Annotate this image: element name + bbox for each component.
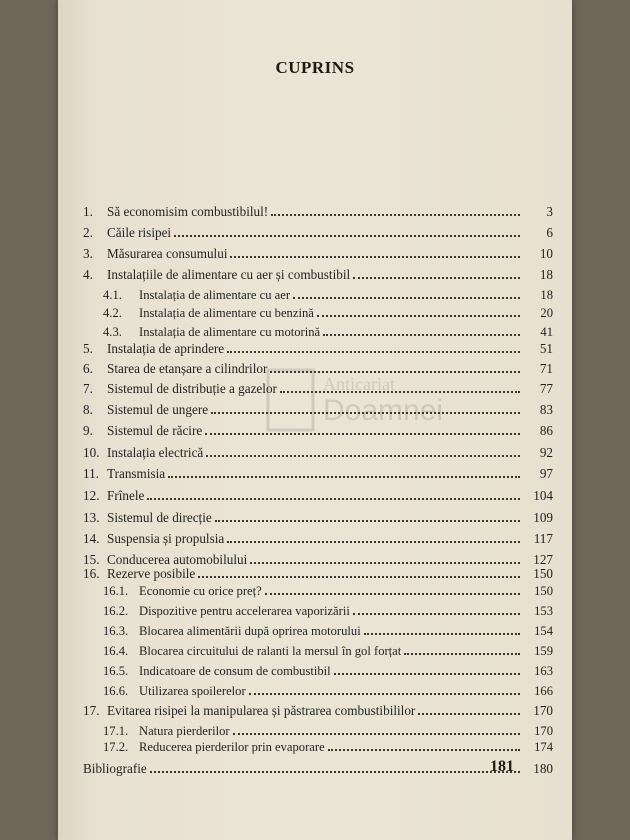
dot-leader xyxy=(168,475,520,478)
toc-entry-page: 153 xyxy=(534,604,553,618)
toc-entry-page: 20 xyxy=(540,306,553,320)
toc-entry-page: 159 xyxy=(534,644,553,658)
toc-entry xyxy=(83,283,553,303)
toc-entry-title: Economie cu orice preț? xyxy=(139,584,262,598)
toc-entry-number: 5. xyxy=(83,341,93,356)
toc-entry-title: Sistemul de distribuție a gazelor xyxy=(107,381,277,396)
toc-entry xyxy=(83,527,553,547)
dot-leader xyxy=(205,432,520,435)
toc-entry xyxy=(83,462,553,482)
dot-leader xyxy=(280,390,520,393)
dot-leader xyxy=(271,213,520,216)
toc-entry-number: 3. xyxy=(83,246,93,261)
toc-entry-number: 17.2. xyxy=(103,740,129,754)
toc-entry xyxy=(83,301,553,321)
dot-leader xyxy=(293,296,520,299)
svg-text:Anticariat: Anticariat xyxy=(323,374,395,394)
toc-entry-title: Blocarea alimentării după oprirea motorului xyxy=(139,624,361,638)
toc-entry-title: Măsurarea consumului xyxy=(107,246,228,261)
toc-entry-page: 18 xyxy=(540,288,553,302)
toc-entry xyxy=(83,221,553,241)
toc-entry xyxy=(83,337,553,357)
toc-entry xyxy=(83,242,553,262)
dot-leader xyxy=(265,592,520,595)
toc-entry-page: 3 xyxy=(546,204,553,219)
toc-entry xyxy=(83,441,553,461)
toc-entry xyxy=(83,735,553,755)
dot-leader xyxy=(418,712,520,715)
toc-entry-title: Utilizarea spoilerelor xyxy=(139,684,246,698)
toc-entry xyxy=(83,263,553,283)
toc-entry-number: 16. xyxy=(83,566,100,581)
toc-entry-number: 10. xyxy=(83,445,100,460)
toc-entry-page: 86 xyxy=(539,423,553,438)
toc-entry-title: Instalația de alimentare cu benzină xyxy=(139,306,314,320)
toc-entry-page: 104 xyxy=(533,488,553,503)
toc-entry-page: 170 xyxy=(533,703,553,718)
toc-entry-number: 15. xyxy=(83,552,100,567)
toc-entry-page: 18 xyxy=(539,267,553,282)
toc-entry-number: 16.2. xyxy=(103,604,129,618)
toc-entry xyxy=(83,579,553,599)
toc-entry-number: 4. xyxy=(83,267,93,282)
toc-entry-page: 150 xyxy=(534,584,553,598)
toc-entry-number: 12. xyxy=(83,488,100,503)
toc-entry xyxy=(83,679,553,699)
book-page xyxy=(58,0,572,840)
toc-entry-title: Sistemul de direcție xyxy=(107,510,212,525)
toc-entry xyxy=(83,699,553,719)
toc-entry xyxy=(83,484,553,504)
toc-entry-title: Instalația de alimentare cu aer xyxy=(139,288,291,302)
dot-leader xyxy=(230,255,520,258)
toc-entry-number: 11. xyxy=(83,466,99,481)
toc-entry-number: 16.6. xyxy=(103,684,129,698)
toc-entry xyxy=(83,757,553,777)
toc-entry-number: 2. xyxy=(83,225,93,240)
toc-entry-title: Să economisim combustibilul! xyxy=(107,204,269,219)
toc-entry-number: 13. xyxy=(83,510,100,525)
toc-entry xyxy=(83,419,553,439)
toc-entry-page: 10 xyxy=(539,246,553,261)
toc-entry-title: Evitarea risipei la manipularea și păstrarea combustibililor xyxy=(107,703,416,718)
toc-entry-number: 6. xyxy=(83,361,93,376)
toc-entry-title: Transmisia xyxy=(107,466,166,481)
dot-leader xyxy=(328,748,520,751)
toc-entry-title: Conducerea automobilului xyxy=(107,552,248,567)
toc-entry-title: Starea de etanșare a cilindrilor xyxy=(107,361,268,376)
toc-entry-title: Sistemul de răcire xyxy=(107,423,203,438)
dot-leader xyxy=(215,519,520,522)
toc-entry xyxy=(83,506,553,526)
page-number: 181 xyxy=(490,758,514,775)
toc-entry-number: 17.1. xyxy=(103,724,129,738)
dot-leader xyxy=(353,612,520,615)
toc-entry-number: 4.3. xyxy=(103,325,122,339)
toc-entry-number: 7. xyxy=(83,381,93,396)
toc-entry-title: Instalația electrică xyxy=(107,445,204,460)
dot-leader xyxy=(227,350,520,353)
toc-entry-number: 1. xyxy=(83,204,93,219)
toc-entry-number: 16.5. xyxy=(103,664,129,678)
toc-entry xyxy=(83,398,553,418)
toc-entry-page: 117 xyxy=(533,531,553,546)
toc-entry xyxy=(83,377,553,397)
toc-entry-title: Instalația de aprindere xyxy=(107,341,225,356)
dot-leader xyxy=(317,314,520,317)
toc-entry-number: 8. xyxy=(83,402,93,417)
toc-entry-title: Căile risipei xyxy=(107,225,172,240)
dot-leader xyxy=(364,632,520,635)
page-title: CUPRINS xyxy=(275,58,355,77)
toc-entry-number: 9. xyxy=(83,423,93,438)
toc-entry-page: 77 xyxy=(539,381,553,396)
toc-entry-page: 170 xyxy=(534,724,553,738)
toc-entry-number: 4.2. xyxy=(103,306,122,320)
toc-entry xyxy=(83,639,553,659)
toc-entry-number: 16.1. xyxy=(103,584,129,598)
toc-entry-page: 154 xyxy=(534,624,553,638)
dot-leader xyxy=(227,540,520,543)
toc-entry-page: 127 xyxy=(533,552,553,567)
dot-leader xyxy=(270,370,520,373)
dot-leader xyxy=(404,652,520,655)
toc-entry-title: Natura pierderilor xyxy=(139,724,230,738)
toc-entry-page: 166 xyxy=(534,684,553,698)
dot-leader xyxy=(150,770,520,773)
toc-entry-title: Blocarea circuitului de ralanti la mersul în gol forțat xyxy=(139,644,402,658)
toc-entry-page: 51 xyxy=(539,341,553,356)
toc-entry xyxy=(83,599,553,619)
toc-entry xyxy=(83,659,553,679)
toc-entry-title: Instalațiile de alimentare cu aer și combustibil xyxy=(107,267,351,282)
toc-entry-page: 109 xyxy=(533,510,553,525)
toc-entry-number: 17. xyxy=(83,703,100,718)
toc-entry-number: 14. xyxy=(83,531,100,546)
toc-entry-title: Suspensia și propulsia xyxy=(107,531,225,546)
dot-leader xyxy=(206,454,520,457)
toc-entry-page: 83 xyxy=(539,402,553,417)
toc-entry xyxy=(83,619,553,639)
toc-entry-number: 4.1. xyxy=(103,288,122,302)
toc-entry-page: 71 xyxy=(539,361,553,376)
toc-entry-page: 6 xyxy=(546,225,553,240)
toc-entry-title: Sistemul de ungere xyxy=(107,402,209,417)
toc-entry-title: Rezerve posibile xyxy=(107,566,196,581)
dot-leader xyxy=(147,497,520,500)
svg-text:Doamnei: Doamnei xyxy=(323,394,444,427)
dot-leader xyxy=(249,692,520,695)
toc-entry-page: 41 xyxy=(540,325,553,339)
toc-entry-page: 97 xyxy=(539,466,553,481)
dot-leader xyxy=(334,672,520,675)
dot-leader xyxy=(323,333,520,336)
toc-entry-page: 92 xyxy=(539,445,553,460)
toc-entry-title: Reducerea pierderilor prin evaporare xyxy=(139,740,325,754)
toc-entry-title: Bibliografie xyxy=(83,761,147,776)
toc-entry-title: Frînele xyxy=(107,488,145,503)
toc-entry-number: 16.4. xyxy=(103,644,129,658)
toc-entry xyxy=(83,200,553,220)
dot-leader xyxy=(174,234,520,237)
toc-entry-page: 174 xyxy=(534,740,553,754)
toc-entry-page: 150 xyxy=(533,566,553,581)
dot-leader xyxy=(353,276,520,279)
toc-entry-page: 163 xyxy=(534,664,553,678)
dot-leader xyxy=(211,411,520,414)
toc-entry-title: Dispozitive pentru accelerarea vaporizării xyxy=(139,604,350,618)
dot-leader xyxy=(198,575,520,578)
toc-entry-title: Indicatoare de consum de combustibil xyxy=(139,664,331,678)
toc-entry-number: 16.3. xyxy=(103,624,129,638)
toc-entry-page: 180 xyxy=(533,761,553,776)
toc-entry-title: Instalația de alimentare cu motorină xyxy=(139,325,321,339)
toc-entry xyxy=(83,357,553,377)
